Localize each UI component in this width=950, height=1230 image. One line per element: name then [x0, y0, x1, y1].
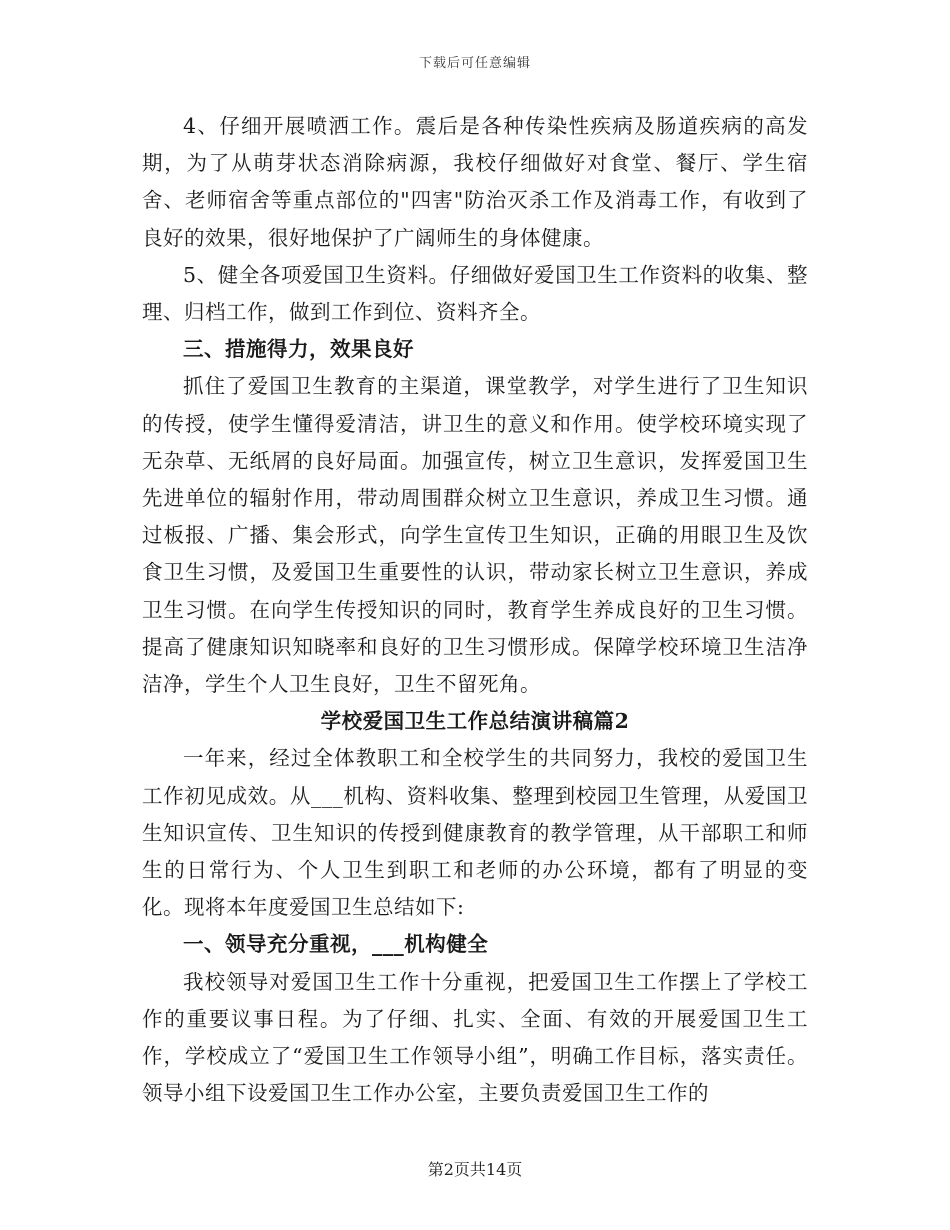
header-note: 下载后可任意编辑 [418, 56, 531, 71]
paragraph-education: 抓住了爱国卫生教育的主渠道，课堂教学，对学生进行了卫生知识的传授，使学生懂得爱清洁，讲卫生的意义和作用。使学校环境实现了无杂草、无纸屑的良好局面。加强宣传，树立卫生意识，发挥爱国卫生先进单位的辐射作用，带动周围群众树立卫生意识，养成卫生习惯。通过板报、广播、集会形式，向学生宣传卫生知识，正确的用眼卫生及饮食卫生习惯，及爱国卫生重要性的认识，带动家长树立卫生意识，养成卫生习惯。在向学生传授知识的同时，教育学生养成良好的卫生习惯。提高了健康知识知晓率和良好的卫生习惯形成。保障学校环境卫生洁净洁净，学生个人卫生良好，卫生不留死角。 [142, 374, 808, 697]
paragraph-intro: 一年来，经过全体教职工和全校学生的共同努力，我校的爱国卫生工作初见成效。从___机构、资料收集、整理到校园卫生管理，从爱国卫生知识宣传、卫生知识的传授到健康教育的教学管理，从干部职工和师生的日常行为、个人卫生到职工和老师的办公环境，都有了明显的变化。现将本年度爱国卫生总结如下: [142, 746, 808, 920]
paragraph-spraying: 4、仔细开展喷洒工作。震后是各种传染性疾病及肠道疾病的高发期，为了从萌芽状态消除病源，我校仔细做好对食堂、餐厅、学生宿舍、老师宿舍等重点部位的"四害"防治灭杀工作及消毒工作，有收到了良好的效果，很好地保护了广阔师生的身体健康。 [142, 114, 808, 250]
paragraph-leadership: 我校领导对爱国卫生工作十分重视，把爱国卫生工作摆上了学校工作的重要议事日程。为了仔细、扎实、全面、有效的开展爱国卫生工作，学校成立了“爱国卫生工作领导小组”，明确工作目标，落实责任。领导小组下设爱国卫生工作办公室，主要负责爱国卫生工作的 [142, 969, 808, 1106]
section-heading-measures: 三、措施得力，效果良好 [183, 337, 414, 362]
section-heading-leadership: 一、领导充分重视，___机构健全 [183, 932, 489, 957]
paragraph-records: 5、健全各项爱国卫生资料。仔细做好爱国卫生工作资料的收集、整理、归档工作，做到工作到位、资料齐全。 [142, 262, 808, 325]
document-body [142, 108, 808, 1112]
page-number: 第2页共14页 [427, 1160, 523, 1179]
article-title: 学校爱国卫生工作总结演讲稿篇2 [320, 709, 630, 734]
